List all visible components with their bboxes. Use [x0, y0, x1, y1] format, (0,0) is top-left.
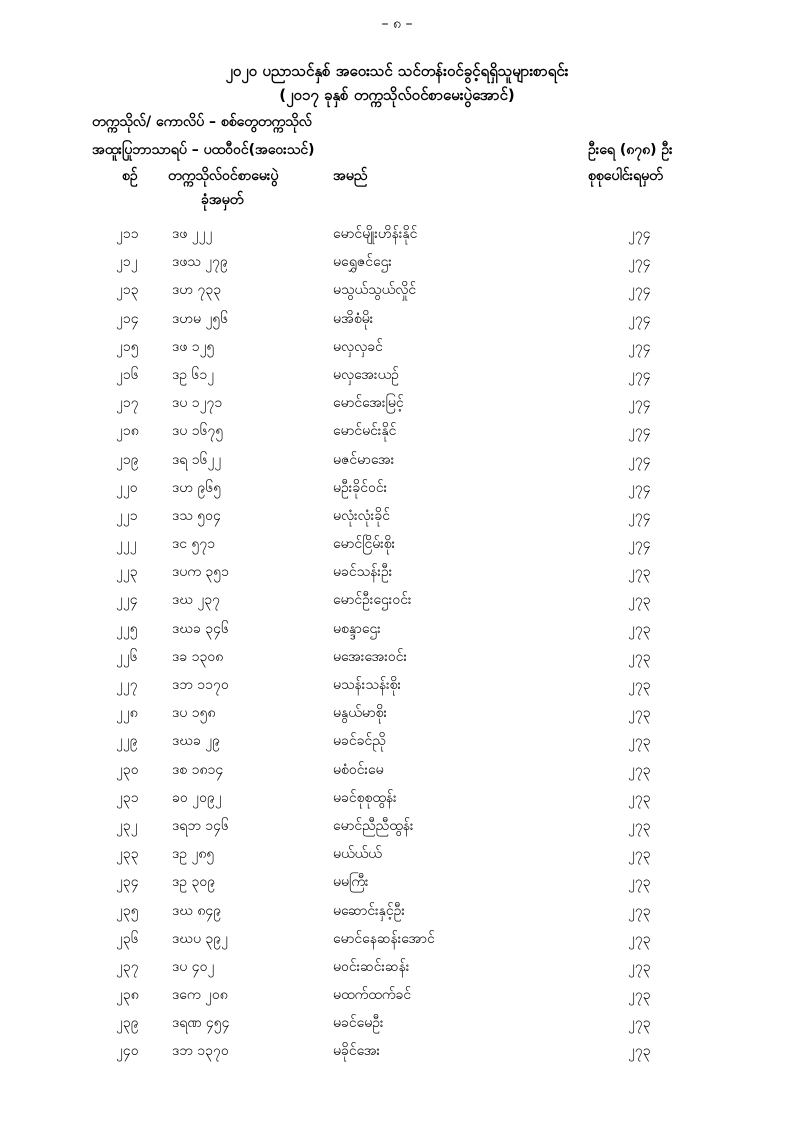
table-row [0, 872, 794, 900]
name-cell: မခင်သန်းဦး [333, 564, 393, 581]
header-serial: စဉ် [122, 168, 138, 184]
serial-cell: ၂၃၆ [116, 930, 139, 947]
subject-label: အထူးပြုဘာသာရပ် – ပထဝီဝင်(အဝေးသင်) [92, 142, 315, 158]
roll-number-cell: ဒရဘ ၁၄၆ [172, 817, 229, 834]
marks-cell: ၂၇၄ [628, 366, 651, 383]
serial-cell: ၂၂၀ [116, 479, 138, 496]
page-number: – ၈ – [381, 16, 413, 32]
table-row [0, 760, 794, 788]
roll-number-cell: ဒဃပ ၃၉၂ [172, 930, 229, 947]
table-row [0, 393, 794, 421]
marks-cell: ၂၇၄ [628, 254, 651, 271]
marks-cell: ၂၇၃ [628, 987, 651, 1004]
table-row [0, 929, 794, 957]
header-name: အမည် [333, 168, 368, 184]
table-row [0, 703, 794, 731]
table-row [0, 450, 794, 478]
serial-cell: ၂၃၇ [116, 958, 139, 975]
name-cell: မဦးခိုင်ဝင်း [333, 479, 388, 496]
table-row [0, 788, 794, 816]
marks-cell: ၂၇၄ [628, 310, 651, 327]
name-cell: မသန်းသန်းစိုး [333, 677, 402, 693]
name-cell: မောင်အေးမြင့် [333, 395, 404, 412]
table-row [0, 590, 794, 618]
serial-cell: ၂၂၈ [116, 705, 138, 722]
marks-cell: ၂၇၃ [628, 1043, 651, 1060]
serial-cell: ၂၁၂ [116, 254, 138, 271]
marks-cell: ၂၇၄ [628, 507, 651, 524]
serial-cell: ၂၁၁ [116, 226, 139, 242]
name-cell: မနွယ်မာစိုး [333, 705, 388, 722]
table-row [0, 224, 794, 252]
marks-cell: ၂၇၃ [628, 817, 651, 834]
roll-number-cell: ဒသ ၅၀၄ [172, 507, 221, 524]
roll-number-cell: ဒင ၅၇၁ [172, 536, 216, 553]
serial-cell: ၂၃၀ [116, 761, 139, 778]
table-row [0, 252, 794, 280]
serial-cell: ၂၂၉ [116, 733, 138, 750]
roll-number-cell: ခဝ ၂၀၉၂ [172, 789, 222, 806]
student-table [0, 224, 794, 1070]
header-total-marks: စုစုပေါင်းရမှတ် [588, 168, 663, 184]
roll-number-cell: ဒဥ ၃၀၉ [172, 874, 216, 891]
serial-cell: ၂၃၂ [116, 817, 138, 834]
serial-cell: ၂၁၄ [116, 310, 139, 327]
name-cell: မခိုင်အေး [333, 1043, 381, 1060]
roll-number-cell: ဒခ ၁၃၀၈ [172, 648, 224, 665]
serial-cell: ၂၃၉ [116, 1015, 139, 1032]
roll-number-cell: ဒပ ၄၀၂ [172, 958, 215, 975]
name-cell: မဝင်းဆင်းဆန်း [333, 958, 410, 975]
roll-number-cell: ဒဖ ၂၂၂ [172, 226, 213, 242]
marks-cell: ၂၇၃ [628, 930, 651, 947]
roll-number-cell: ဒဖသ ၂၇၉ [172, 254, 228, 271]
roll-number-cell: ဒဃခ ၂၉ [172, 733, 221, 750]
roll-number-cell: ဒစ ၁၈၁၄ [172, 761, 224, 778]
marks-cell: ၂၇၄ [628, 282, 651, 299]
table-row [0, 985, 794, 1013]
serial-cell: ၂၂၇ [116, 677, 138, 693]
name-cell: မထက်ထက်ခင် [333, 987, 412, 1004]
roll-number-cell: ဒဥ ၂၈၅ [172, 846, 215, 863]
table-row [0, 534, 794, 562]
roll-number-cell: ဒဟ ၉၆၅ [172, 479, 222, 496]
marks-cell: ၂၇၄ [628, 226, 651, 242]
table-row [0, 675, 794, 703]
name-cell: မအေးအေးဝင်း [333, 648, 408, 665]
serial-cell: ၂၁၈ [116, 423, 139, 440]
name-cell: မောင်နေဆန်းအောင် [333, 930, 435, 947]
marks-cell: ၂၇၃ [628, 705, 651, 722]
table-row [0, 478, 794, 506]
table-row [0, 731, 794, 759]
serial-cell: ၂၂၄ [116, 592, 138, 609]
serial-cell: ၂၂၆ [116, 648, 138, 665]
marks-cell: ၂၇၄ [628, 451, 651, 468]
serial-cell: ၂၃၄ [116, 874, 139, 891]
roll-number-cell: ဒဃခ ၃၄၆ [172, 620, 229, 637]
serial-cell: ၂၃၈ [116, 987, 139, 1004]
marks-cell: ၂၇၃ [628, 902, 651, 919]
marks-cell: ၂၇၃ [628, 789, 651, 806]
roll-number-cell: ဒဟမ ၂၅၆ [172, 310, 229, 327]
serial-cell: ၂၃၅ [116, 902, 139, 919]
serial-cell: ၂၂၅ [116, 620, 138, 637]
marks-cell: ၂၇၃ [628, 761, 651, 778]
table-row [0, 1041, 794, 1069]
roll-number-cell: ဒရဏ ၄၅၄ [172, 1015, 230, 1032]
table-row [0, 365, 794, 393]
marks-cell: ၂၇၄ [628, 395, 651, 412]
name-cell: မမကြီး [333, 874, 369, 891]
marks-cell: ၂၇၄ [628, 479, 651, 496]
table-row [0, 280, 794, 308]
table-row [0, 309, 794, 337]
table-row [0, 421, 794, 449]
name-cell: မောင်မင်းနိုင် [333, 423, 397, 440]
name-cell: မအိစံမိုး [333, 310, 374, 327]
marks-cell: ၂၇၃ [628, 846, 651, 863]
roll-number-cell: ဒဃ ၂၃၇ [172, 592, 221, 609]
name-cell: မသွယ်သွယ်လှိုင် [333, 282, 417, 299]
marks-cell: ၂၇၃ [628, 677, 651, 693]
table-row [0, 337, 794, 365]
header-roll-number: တက္ကသိုလ်ဝင်စာမေးပွဲ [168, 168, 279, 184]
roll-number-cell: ဒကေ ၂၀၈ [172, 987, 228, 1004]
name-cell: မလုံးလုံးခိုင် [333, 507, 390, 524]
table-row [0, 619, 794, 647]
name-cell: မောင်ငြိမ်းစိုး [333, 536, 396, 553]
marks-cell: ၂၇၃ [628, 620, 651, 637]
name-cell: မောင်မျိုးဟိန်းနိုင် [333, 226, 418, 242]
roll-number-cell: ဒပက ၃၅၁ [172, 564, 230, 581]
name-cell: မောင်ညီညီထွန်း [333, 817, 414, 834]
serial-cell: ၂၄၀ [116, 1043, 139, 1060]
table-row [0, 844, 794, 872]
table-row [0, 901, 794, 929]
name-cell: မခင်စုစုထွန်း [333, 789, 397, 806]
name-cell: မစံဝင်းမေ [333, 761, 384, 778]
table-row [0, 957, 794, 985]
name-cell: မစန္ဒာဌေး [333, 620, 381, 637]
serial-cell: ၂၁၉ [116, 451, 139, 468]
serial-cell: ၂၂၂ [116, 536, 137, 553]
roll-number-cell: ဒပ ၁၂၇၁ [172, 395, 223, 412]
marks-cell: ၂၇၃ [628, 564, 651, 581]
name-cell: မဇင်မာအေး [333, 451, 395, 468]
header-roll-number-line2: ခုံအမှတ် [201, 192, 244, 208]
name-cell: မလှလှခင် [333, 338, 383, 355]
marks-cell: ၂၇၃ [628, 648, 651, 665]
serial-cell: ၂၁၇ [116, 395, 139, 412]
marks-cell: ၂၇၄ [628, 536, 651, 553]
table-row [0, 647, 794, 675]
serial-cell: ၂၁၃ [116, 282, 139, 299]
roll-number-cell: ဒပ ၁၅၈ [172, 705, 216, 722]
serial-cell: ၂၃၁ [116, 789, 139, 806]
marks-cell: ၂၇၃ [628, 874, 651, 891]
document-title: ၂၀၂၀ ပညာသင်နှစ် အဝေးသင် သင်တန်းဝင်ခွင့်ရရှိသူများစာရင်း [225, 62, 569, 80]
document-subtitle: (၂၀၁၇ ခုနှစ် တက္ကသိုလ်ဝင်စာမေးပွဲအောင်) [279, 86, 515, 104]
marks-cell: ၂၇၄ [628, 338, 651, 355]
roll-number-cell: ဒဘ ၁၃၇၀ [172, 1043, 229, 1060]
total-count: ဦးရေ (၈၇၈) ဦး [588, 142, 673, 158]
table-row [0, 816, 794, 844]
serial-cell: ၂၃၃ [116, 846, 139, 863]
roll-number-cell: ဒဃ ၈၄၉ [172, 902, 222, 919]
marks-cell: ၂၇၄ [628, 423, 651, 440]
serial-cell: ၂၁၆ [116, 366, 139, 383]
name-cell: မယ်ယ်ယ် [333, 846, 382, 863]
marks-cell: ၂၇၃ [628, 958, 651, 975]
name-cell: မရွှေဇင်ဌေး [333, 254, 392, 271]
name-cell: မခင်ခင်ညို [333, 733, 386, 750]
roll-number-cell: ဒပ ၁၆၇၅ [172, 423, 224, 440]
roll-number-cell: ဒဥ ၆၁၂ [172, 366, 215, 383]
table-row [0, 562, 794, 590]
marks-cell: ၂၇၃ [628, 1015, 651, 1032]
serial-cell: ၂၂၁ [116, 507, 138, 524]
name-cell: မခင်မေဦး [333, 1015, 384, 1032]
marks-cell: ၂၇၃ [628, 592, 651, 609]
university-label: တက္ကသိုလ်/ ကောလိပ် – စစ်တွေတက္ကသိုလ် [92, 114, 312, 130]
serial-cell: ၂၂၃ [116, 564, 138, 581]
serial-cell: ၂၁၅ [116, 338, 139, 355]
name-cell: မဆောင်းနှင့်ဦး [333, 902, 405, 919]
table-row [0, 1013, 794, 1041]
name-cell: မလှအေးယဉ် [333, 366, 399, 383]
roll-number-cell: ဒရ ၁၆၂၂ [172, 451, 222, 468]
name-cell: မောင်ဦးဌေးဝင်း [333, 592, 412, 609]
marks-cell: ၂၇၃ [628, 733, 651, 750]
roll-number-cell: ဒဖ ၁၂၅ [172, 338, 215, 355]
roll-number-cell: ဒဘ ၁၁၇၀ [172, 677, 229, 693]
table-row [0, 506, 794, 534]
roll-number-cell: ဒဟ ၇၃၃ [172, 282, 222, 299]
